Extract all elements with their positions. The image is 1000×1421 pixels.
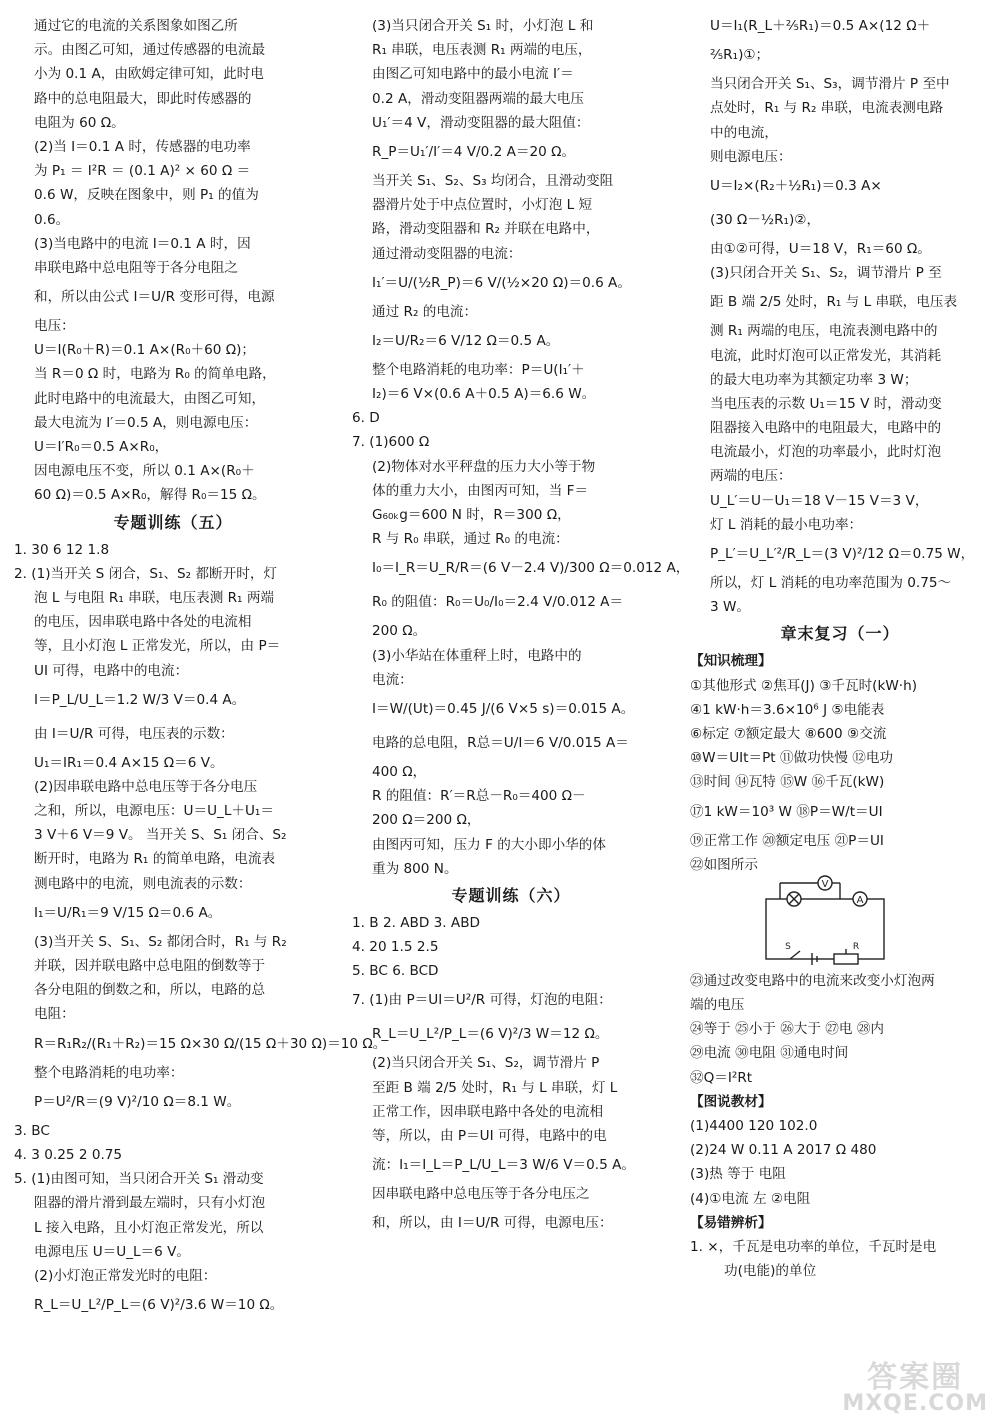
answer-line: 端的电压 bbox=[690, 997, 745, 1014]
answer-line: 路，滑动变阻器和 R₂ 并联在电路中， bbox=[372, 221, 600, 238]
answer-line: 3. BC bbox=[14, 1122, 50, 1139]
answer-line: 电路的总电阻，R总＝U/I＝6 V/0.015 A＝ bbox=[372, 734, 629, 751]
answer-line: R＝R₁R₂/(R₁＋R₂)＝15 Ω×30 Ω/(15 Ω＋30 Ω)＝10 Ω。 bbox=[34, 1035, 387, 1052]
answer-line: 等，且小灯泡 L 正常发光，所以，由 P＝ bbox=[34, 638, 281, 655]
section-tag: 【图说教材】 bbox=[690, 1093, 772, 1110]
rheostat-label: R bbox=[852, 941, 860, 952]
answer-line: U_L′＝U－U₁＝18 V－15 V＝3 V， bbox=[710, 492, 929, 509]
answer-line: U＝I₁(R_L＋⅖R₁)＝0.5 A×(12 Ω＋ bbox=[710, 18, 931, 34]
answer-line: (1)4400 120 102.0 bbox=[690, 1118, 818, 1134]
answer-line: 因串联电路中总电压等于各分电压之 bbox=[372, 1186, 590, 1203]
answer-line: 测 R₁ 两端的电压，电流表测电路中的 bbox=[710, 323, 938, 340]
answer-line: 的最大电功率为其额定功率 3 W； bbox=[710, 371, 918, 388]
answer-line: 流：I₁＝I_L＝P_L/U_L＝3 W/6 V＝0.5 A。 bbox=[372, 1157, 635, 1174]
answer-line: (3)当电路中的电流 I＝0.1 A 时，因 bbox=[34, 235, 251, 252]
answer-line: 路中的总电阻最大，即此时传感器的 bbox=[34, 90, 252, 107]
answer-line: U＝I(R₀＋R)＝0.1 A×(R₀＋60 Ω)； bbox=[34, 342, 256, 359]
answer-line: 之和，所以，电源电压：U＝U_L＋U₁＝ bbox=[34, 803, 274, 820]
answer-line: U₁＝IR₁＝0.4 A×15 Ω＝6 V。 bbox=[34, 754, 224, 771]
answer-line: 电阻： bbox=[34, 1006, 75, 1023]
section-heading: 章末复习（一） bbox=[780, 624, 900, 644]
answer-line: UI 可得，电路中的电流： bbox=[34, 662, 189, 679]
answer-line: 200 Ω。 bbox=[372, 623, 427, 640]
circuit-diagram bbox=[690, 877, 990, 969]
answer-line: (3)小华站在体重秤上时，电路中的 bbox=[372, 647, 582, 664]
answer-line: U＝I₂×(R₂＋½R₁)＝0.3 A× bbox=[710, 177, 882, 194]
answer-line: ㉔等于 ㉕小于 ㉖大于 ㉗电 ㉘内 bbox=[690, 1021, 885, 1038]
answer-line: 0.6。 bbox=[34, 211, 70, 228]
section-heading: 专题训练（五） bbox=[113, 512, 233, 532]
answer-line: (4)①电流 左 ②电阻 bbox=[690, 1190, 811, 1207]
answer-line: R 的阻值：R′＝R总－R₀＝400 Ω－ bbox=[372, 788, 586, 805]
answer-line: 通过 R₂ 的电流： bbox=[372, 303, 478, 320]
answer-line: I₂)＝6 V×(0.6 A＋0.5 A)＝6.6 W。 bbox=[372, 386, 596, 403]
answer-line: 功(电能)的单位 bbox=[724, 1263, 817, 1280]
answer-line: 当 R＝0 Ω 时，电路为 R₀ 的简单电路， bbox=[34, 366, 276, 383]
answer-line: 小为 0.1 A，由欧姆定律可知，此时电 bbox=[34, 66, 264, 83]
answer-line: 和，所以，由 I＝U/R 可得，电源电压： bbox=[372, 1215, 613, 1232]
answer-line: 阻器的滑片滑到最左端时，只有小灯泡 bbox=[34, 1195, 266, 1212]
watermark-url: MXQE.COM bbox=[842, 1391, 988, 1416]
answer-line: 6. D bbox=[352, 410, 380, 427]
answer-line: ⑬时间 ⑭瓦特 ⑮W ⑯千瓦(kW) bbox=[690, 774, 885, 791]
answer-line: (3)只闭合开关 S₁、S₂，调节滑片 P 至 bbox=[710, 265, 942, 282]
answer-line: 由图乙可知电路中的最小电流 I′＝ bbox=[372, 66, 574, 83]
answer-line: ㉙电流 ㉚电阻 ㉛通电时间 bbox=[690, 1045, 849, 1062]
answer-line: 60 Ω)＝0.5 A×R₀，解得 R₀＝15 Ω。 bbox=[34, 487, 266, 504]
answer-line: 由 I＝U/R 可得，电压表的示数： bbox=[34, 725, 234, 742]
answer-line: (30 Ω－½R₁)②， bbox=[710, 211, 821, 228]
answer-line: 1. B 2. ABD 3. ABD bbox=[352, 914, 481, 931]
watermark-logo-text: 答案圈 bbox=[867, 1360, 964, 1395]
answer-line: 电流最小，灯泡的功率最小，此时灯泡 bbox=[710, 444, 942, 461]
answer-line: ⑥标定 ⑦额定最大 ⑧600 ⑨交流 bbox=[690, 725, 887, 742]
column-middle bbox=[352, 14, 690, 1240]
answer-line: 电压： bbox=[34, 318, 75, 335]
answer-line: 示。由图乙可知，通过传感器的电流最 bbox=[34, 42, 266, 59]
answer-line: I₀＝I_R＝U_R/R＝(6 V－2.4 V)/300 Ω＝0.012 A， bbox=[372, 560, 690, 577]
answer-line: 3 V＋6 V＝9 V。 当开关 S、S₁ 闭合、S₂ bbox=[34, 827, 287, 844]
answer-line: R_L＝U_L²/P_L＝(6 V)²/3 W＝12 Ω。 bbox=[372, 1026, 609, 1043]
answer-line: (2)物体对水平秤盘的压力大小等于物 bbox=[372, 458, 596, 475]
answer-line: 距 B 端 2/5 处时，R₁ 与 L 串联，电压表 bbox=[710, 294, 958, 311]
section-heading: 专题训练（六） bbox=[451, 885, 571, 905]
answer-line: U₁′＝4 V，滑动变阻器的最大阻值： bbox=[372, 114, 590, 131]
answer-line: L 接入电路，且小灯泡正常发光，所以 bbox=[34, 1219, 264, 1236]
answer-line: P＝U²/R＝(9 V)²/10 Ω＝8.1 W。 bbox=[34, 1093, 241, 1110]
answer-line: ㉜Q＝I²Rt bbox=[690, 1069, 753, 1086]
answer-line: 通过它的电流的关系图象如图乙所 bbox=[34, 18, 238, 34]
answer-line: 4. 3 0.25 2 0.75 bbox=[14, 1146, 123, 1163]
answer-line: 电源电压 U＝U_L＝6 V。 bbox=[34, 1243, 191, 1260]
answer-line: ㉓通过改变电路中的电流来改变小灯泡两 bbox=[690, 972, 935, 989]
answer-line: 1. 30 6 12 1.8 bbox=[14, 541, 110, 558]
answer-line: 当开关 S₁、S₂、S₃ 均闭合，且滑动变阻 bbox=[372, 172, 614, 189]
answer-line: (2)当只闭合开关 S₁、S₂，调节滑片 P bbox=[372, 1055, 600, 1072]
answer-line: 断开时，电路为 R₁ 的简单电路，电流表 bbox=[34, 851, 276, 868]
answer-line: 400 Ω， bbox=[372, 763, 427, 780]
answer-line: 为 P₁ ＝ I²R ＝ (0.1 A)² × 60 Ω ＝ bbox=[34, 163, 251, 180]
answer-line: I＝W/(Ut)＝0.45 J/(6 V×5 s)＝0.015 A。 bbox=[372, 700, 635, 717]
answer-line: 串联电路中总电阻等于各分电阻之 bbox=[34, 259, 238, 276]
answer-line: R_L＝U_L²/P_L＝(6 V)²/3.6 W＝10 Ω。 bbox=[34, 1297, 284, 1314]
answer-line: (3)当开关 S、S₁、S₂ 都闭合时，R₁ 与 R₂ bbox=[34, 933, 287, 950]
answer-line: 7. (1)600 Ω bbox=[352, 434, 430, 451]
answer-line: P_L′＝U_L′²/R_L＝(3 V)²/12 Ω＝0.75 W， bbox=[710, 546, 975, 562]
answer-line: 2. (1)当开关 S 闭合，S₁、S₂ 都断开时，灯 bbox=[14, 565, 278, 582]
answer-line: 4. 20 1.5 2.5 bbox=[352, 939, 439, 956]
answer-line: 通过滑动变阻器的电流： bbox=[372, 245, 522, 262]
answer-line: 中的电流， bbox=[710, 124, 778, 141]
answer-line: U＝I′R₀＝0.5 A×R₀， bbox=[34, 439, 169, 455]
answer-line: 和，所以由公式 I＝U/R 变形可得，电源 bbox=[34, 289, 275, 306]
answer-line: 所以，灯 L 消耗的电功率范围为 0.75～ bbox=[710, 575, 952, 591]
answer-line: 电流： bbox=[372, 671, 413, 688]
answer-line: R_P＝U₁′/I′＝4 V/0.2 A＝20 Ω。 bbox=[372, 143, 576, 160]
answer-line: (3)热 等于 电阻 bbox=[690, 1166, 786, 1183]
section-tag: 【易错辨析】 bbox=[690, 1214, 772, 1231]
answer-line: R₁ 串联，电压表测 R₁ 两端的电压， bbox=[372, 42, 592, 59]
answer-line: 并联，因并联电路中总电阻的倒数等于 bbox=[34, 958, 266, 974]
answer-line: 灯 L 消耗的最小电功率： bbox=[710, 516, 863, 533]
answer-line: (2)24 W 0.11 A 2017 Ω 480 bbox=[690, 1142, 877, 1159]
switch-label: S bbox=[785, 941, 791, 952]
answer-line: (2)因串联电路中总电压等于各分电压 bbox=[34, 778, 258, 795]
answer-line: 重为 800 N。 bbox=[372, 860, 458, 877]
answer-line: 当电压表的示数 U₁＝15 V 时，滑动变 bbox=[710, 395, 942, 412]
section-tag: 【知识梳理】 bbox=[690, 653, 772, 670]
answer-line: 正常工作，因串联电路中各处的电流相 bbox=[372, 1103, 604, 1120]
answer-line: 3 W。 bbox=[710, 599, 751, 616]
answer-line: I₁′＝U/(½R_P)＝6 V/(½×20 Ω)＝0.6 A。 bbox=[372, 274, 631, 291]
answer-line: 最大电流为 I′＝0.5 A，则电源电压： bbox=[34, 414, 258, 431]
answer-line: 器滑片处于中点位置时，小灯泡 L 短 bbox=[372, 197, 593, 214]
answer-line: 此时电路中的电流最大，由图乙可知， bbox=[34, 390, 266, 407]
site-watermark bbox=[842, 1360, 988, 1416]
answer-line: 各分电阻的倒数之和，所以，电路的总 bbox=[34, 982, 266, 999]
answer-line: 体的重力大小，由图丙可知，当 F＝ bbox=[372, 482, 589, 499]
answer-line: 0.2 A，滑动变阻器两端的最大电压 bbox=[372, 90, 584, 107]
answer-line: 0.6 W，反映在图象中，则 P₁ 的值为 bbox=[34, 187, 259, 204]
answer-line: 电阻为 60 Ω。 bbox=[34, 114, 125, 131]
answer-line: 200 Ω＝200 Ω， bbox=[372, 812, 481, 829]
answer-line: ⑰1 kW＝10³ W ⑱P＝W/t＝UI bbox=[690, 803, 883, 820]
answer-line: ⑩W＝UIt＝Pt ⑪做功快慢 ⑫电功 bbox=[690, 750, 894, 767]
answer-line: 阻器接入电路中的电阻最大，电路中的 bbox=[710, 420, 942, 437]
answer-line: R₀ 的阻值：R₀＝U₀/I₀＝2.4 V/0.012 A＝ bbox=[372, 594, 624, 611]
answer-line: 至距 B 端 2/5 处时，R₁ 与 L 串联，灯 L bbox=[372, 1079, 618, 1096]
answer-line: I＝P_L/U_L＝1.2 W/3 V＝0.4 A。 bbox=[34, 691, 246, 708]
answer-line: 5. BC 6. BCD bbox=[352, 963, 439, 980]
answer-line: I₂＝U/R₂＝6 V/12 Ω＝0.5 A。 bbox=[372, 332, 560, 349]
column-right bbox=[690, 14, 990, 1283]
answer-line: I₁＝U/R₁＝9 V/15 Ω＝0.6 A。 bbox=[34, 904, 222, 921]
answer-line: 由①②可得，U＝18 V，R₁＝60 Ω。 bbox=[710, 240, 931, 257]
answer-line: (2)小灯泡正常发光时的电阻： bbox=[34, 1267, 217, 1284]
answer-line: ①其他形式 ②焦耳(J) ③千瓦时(kW·h) bbox=[690, 677, 918, 694]
answer-line: 因电源电压不变，所以 0.1 A×(R₀＋ bbox=[34, 463, 255, 480]
answer-line: 5. (1)由图可知，当只闭合开关 S₁ 滑动变 bbox=[14, 1171, 264, 1188]
answer-line: 则电源电压： bbox=[710, 148, 792, 165]
answer-line: 整个电路消耗的电功率：P＝U(I₁′＋ bbox=[372, 361, 585, 378]
circuit-svg bbox=[760, 877, 890, 967]
answer-line: ⑲正常工作 ⑳额定电压 ㉑P＝UI bbox=[690, 832, 884, 849]
answer-line: 当只闭合开关 S₁、S₃，调节滑片 P 至中 bbox=[710, 76, 950, 93]
answer-line: 等，所以，由 P＝UI 可得，电路中的电 bbox=[372, 1128, 607, 1144]
answer-line: ⅖R₁)①； bbox=[710, 47, 770, 64]
answer-line: R 与 R₀ 串联，通过 R₀ 的电流： bbox=[372, 531, 569, 548]
answer-line: G₆₀ₖg＝600 N 时，R＝300 Ω， bbox=[372, 507, 571, 523]
answer-line: (3)当只闭合开关 S₁ 时，小灯泡 L 和 bbox=[372, 18, 594, 34]
answer-line: ㉒如图所示 bbox=[690, 856, 758, 873]
voltmeter-symbol: V bbox=[821, 878, 829, 890]
answer-line: 测电路中的电流，则电流表的示数： bbox=[34, 875, 252, 892]
answer-line: (2)当 I＝0.1 A 时，传感器的电功率 bbox=[34, 138, 251, 155]
answer-line: 整个电路消耗的电功率： bbox=[34, 1064, 184, 1081]
answer-line: 1. ×，千瓦是电功率的单位，千瓦时是电 bbox=[690, 1238, 937, 1255]
answer-line: 两端的电压： bbox=[710, 468, 792, 485]
answer-line: 7. (1)由 P＝UI＝U²/R 可得，灯泡的电阻： bbox=[352, 992, 612, 1009]
ammeter-symbol: A bbox=[856, 894, 864, 906]
answer-line: 泡 L 与电阻 R₁ 串联，电压表测 R₁ 两端 bbox=[34, 589, 275, 606]
answer-line: 电流，此时灯泡可以正常发光，其消耗 bbox=[710, 347, 942, 364]
answer-line: 由图丙可知，压力 F 的大小即小华的体 bbox=[372, 836, 606, 853]
answer-line: ④1 kW·h＝3.6×10⁶ J ⑤电能表 bbox=[690, 701, 885, 718]
answer-line: 的电压，因串联电路中各处的电流相 bbox=[34, 614, 252, 631]
answer-line: 点处时，R₁ 与 R₂ 串联，电流表测电路 bbox=[710, 100, 944, 117]
